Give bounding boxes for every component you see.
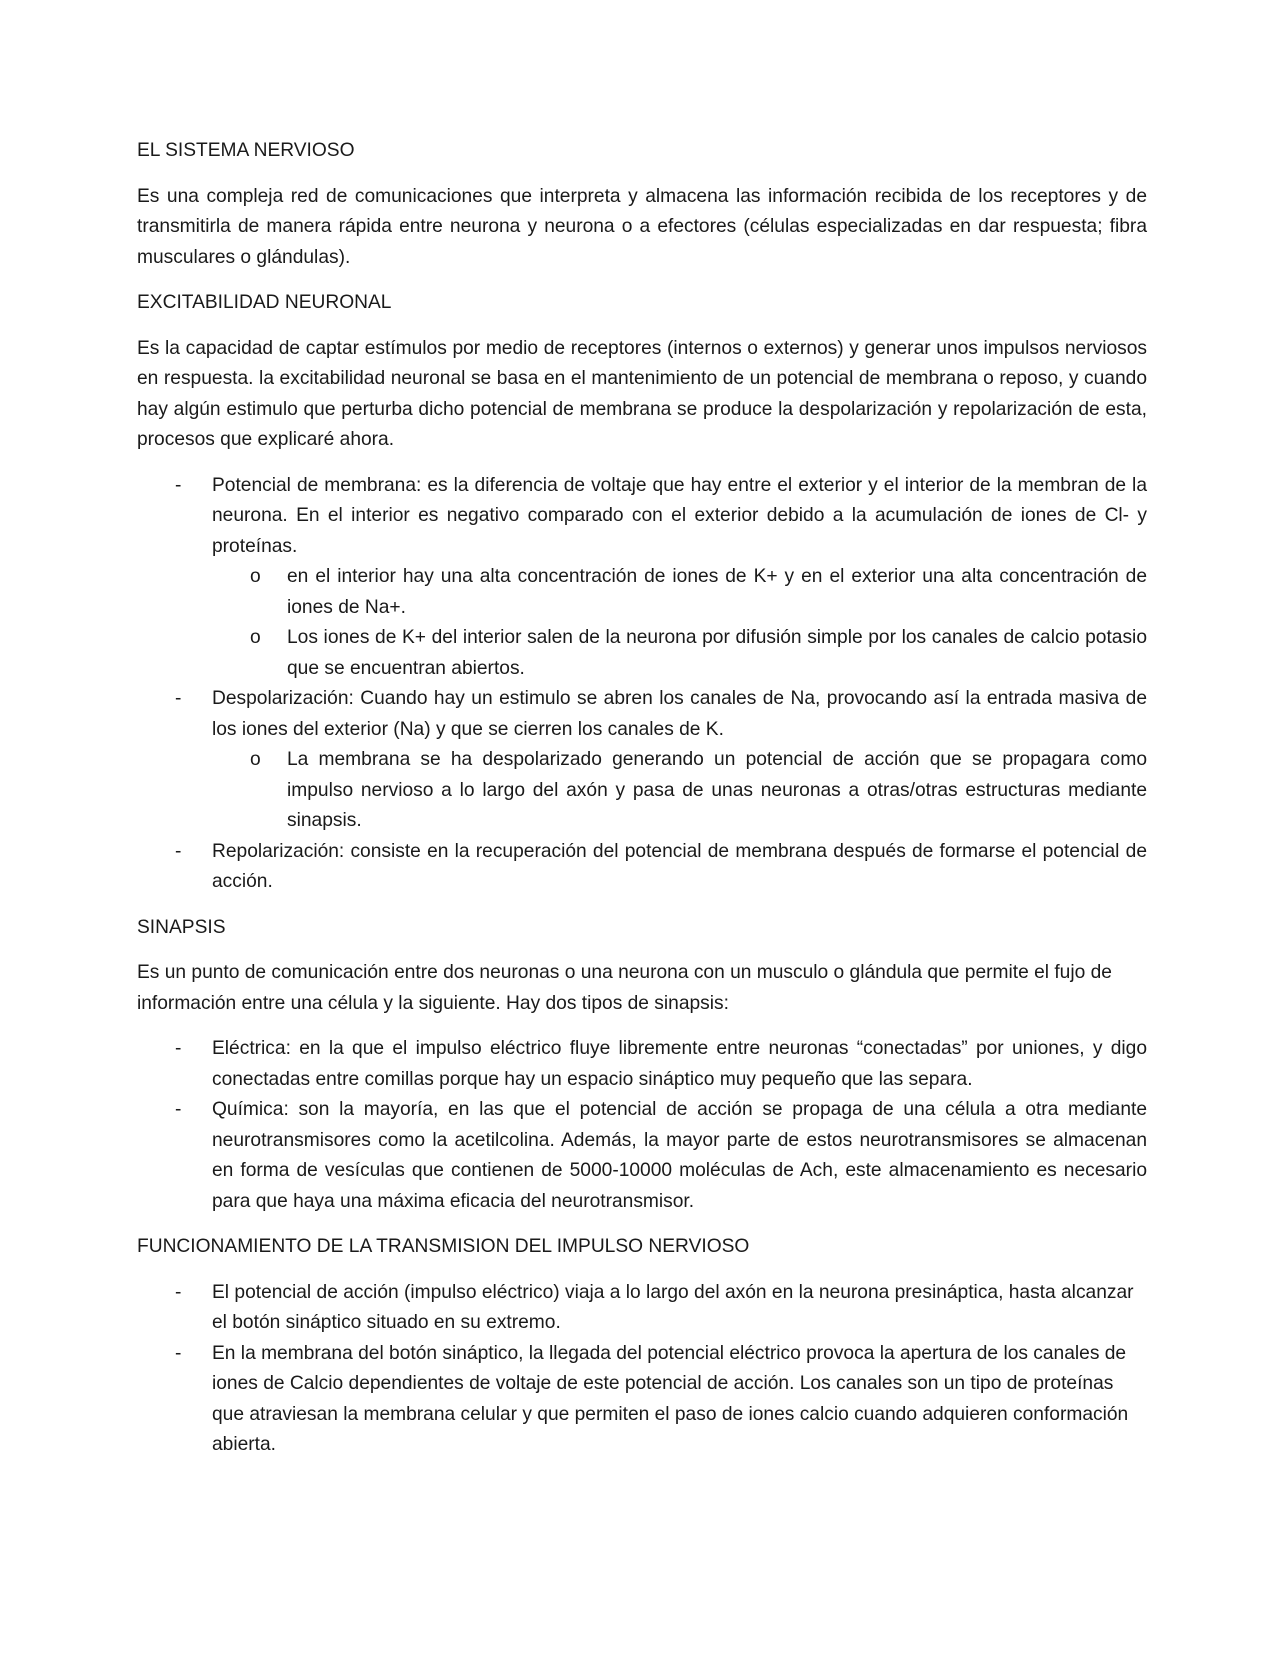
o-bullet: o — [250, 627, 261, 648]
o-bullet: o — [250, 749, 261, 770]
list-item-despolarizacion — [137, 684, 1147, 837]
sinapsis-list — [137, 1034, 1147, 1217]
list-item-text: Repolarización: consiste en la recuperación del potencial de membrana después de formarse el potencial de acción. — [212, 840, 1147, 892]
list-item-text: Química: son la mayoría, en las que el potencial de acción se propaga de una célula a otra mediante neurotransmisores como la acetilcolina. Además, la mayor parte de estos neurotransmisores se almacenan en forma de vesículas que contienen de 5000-10000 moléculas de Ach, este almacenamiento es necesario para que haya una máxima eficacia del neurotransmisor. — [212, 1099, 1147, 1212]
paragraph-sistema-nervioso: Es una compleja red de comunicaciones que interpreta y almacena las información recibida de los receptores y de transmitirla de manera rápida entre neurona y neurona o a efectores (células especializadas en dar respuesta; fibra musculares o glándulas). — [137, 185, 1147, 268]
sub-list — [212, 562, 1147, 684]
sub-item-text: La membrana se ha despolarizado generando un potencial de acción que se propagara como impulso nervioso a lo largo del axón y pasa de unas neuronas a otras/otras estructuras mediante sinapsis. — [287, 749, 1147, 831]
list-item-text: Potencial de membrana: es la diferencia de voltaje que hay entre el exterior y el interior de la membran de la neurona. En el interior es negativo comparado con el exterior debido a la acumulación de iones de Cl- y proteínas. — [212, 474, 1147, 557]
list-item-text: Despolarización: Cuando hay un estimulo se abren los canales de Na, provocando así la entrada masiva de los iones del exterior (Na) y que se cierren los canales de K. — [212, 688, 1147, 740]
dash-bullet: - — [175, 1038, 182, 1059]
dash-bullet: - — [175, 1281, 182, 1303]
section-heading-sistema-nervioso: EL SISTEMA NERVIOSO — [137, 140, 355, 161]
list-item-boton-sinaptico — [137, 1339, 1147, 1461]
sub-item — [212, 745, 1147, 837]
list-item-repolarizacion — [137, 837, 1147, 898]
list-item-text: El potencial de acción (impulso eléctrico) viaja a lo largo del axón en la neurona presináptica, hasta alcanzar el botón sináptico situado en su extremo. — [212, 1281, 1134, 1333]
dash-bullet: - — [175, 1342, 182, 1364]
paragraph-sinapsis: Es un punto de comunicación entre dos neuronas o una neurona con un musculo o glándula que permite el fujo de información entre una célula y la siguiente. Hay dos tipos de sinapsis: — [137, 962, 1112, 1014]
o-bullet: o — [250, 566, 261, 587]
sub-list — [212, 745, 1147, 837]
sub-item-text: Los iones de K+ del interior salen de la neurona por difusión simple por los canales de calcio potasio que se encuentran abiertos. — [287, 627, 1147, 679]
list-item-quimica — [137, 1095, 1147, 1217]
dash-bullet: - — [175, 1099, 182, 1120]
dash-bullet: - — [175, 474, 182, 496]
list-item-text: Eléctrica: en la que el impulso eléctrico fluye libremente entre neuronas “conectadas” por uniones, y digo conectadas entre comillas porque hay un espacio sináptico muy pequeño que las separa. — [212, 1038, 1147, 1090]
sub-item — [212, 562, 1147, 623]
sub-item — [212, 623, 1147, 684]
list-item-electrica — [137, 1034, 1147, 1095]
paragraph-excitabilidad: Es la capacidad de captar estímulos por medio de receptores (internos o externos) y generar unos impulsos nerviosos en respuesta. la excitabilidad neuronal se basa en el mantenimiento de un potencial de membrana o reposo, y cuando hay algún estimulo que perturba dicho potencial de membrana se produce la despolarización y repolarización de esta, procesos que explicaré ahora. — [137, 337, 1147, 450]
section-heading-sinapsis: SINAPSIS — [137, 916, 226, 938]
list-item-potencial-membrana — [137, 471, 1147, 685]
dash-bullet: - — [175, 840, 182, 862]
section-heading-excitabilidad: EXCITABILIDAD NEURONAL — [137, 292, 392, 313]
list-item-potencial-accion — [137, 1278, 1147, 1339]
dash-bullet: - — [175, 688, 182, 709]
sub-item-text: en el interior hay una alta concentración de iones de K+ y en el exterior una alta concentración de iones de Na+. — [287, 566, 1147, 618]
funcionamiento-list — [137, 1278, 1147, 1461]
section-heading-funcionamiento: FUNCIONAMIENTO DE LA TRANSMISION DEL IMPULSO NERVIOSO — [137, 1236, 750, 1257]
excitabilidad-list — [137, 471, 1147, 898]
list-item-text: En la membrana del botón sináptico, la llegada del potencial eléctrico provoca la apertura de los canales de iones de Calcio dependientes de voltaje de este potencial de acción. Los canales son un tipo de proteínas que atraviesan la membrana celular y que permiten el paso de iones calcio cuando adquieren conformación abierta. — [212, 1342, 1129, 1455]
